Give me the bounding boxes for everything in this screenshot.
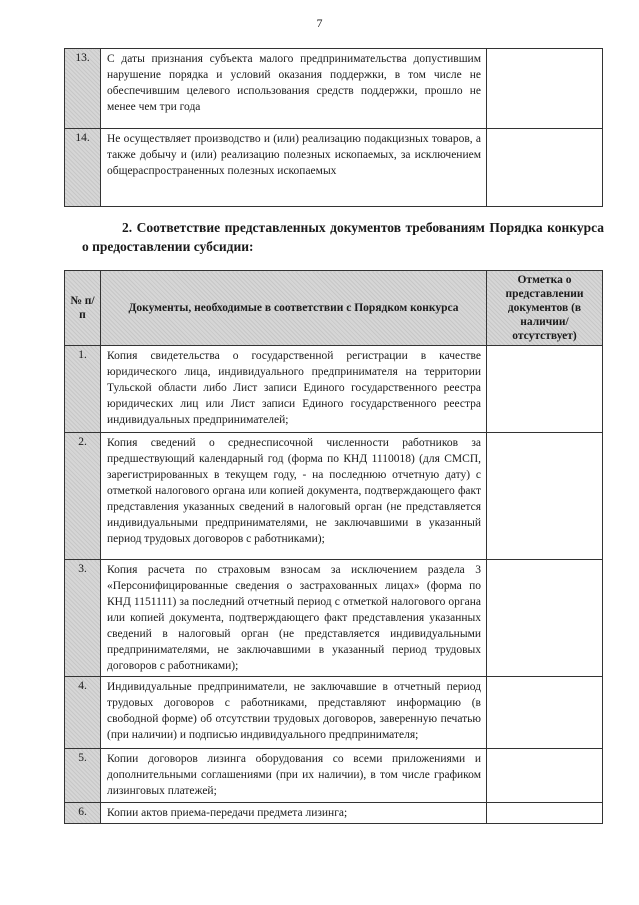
row-number: 14. <box>65 129 101 207</box>
row-text: Не осуществляет производство и (или) реализацию подакцизных товаров, а также добычу и (или) реализацию полезных ископаемых, за исключением общераспространенных полезных ископаемых <box>101 129 487 207</box>
page-number: 7 <box>316 16 323 30</box>
mark-cell[interactable] <box>487 749 603 803</box>
row-text: С даты признания субъекта малого предпринимательства допустившим нарушение порядка и условий оказания поддержки, в том числе не обеспечившим целевого использования средств поддержки, прошло не менее чем три года <box>101 49 487 129</box>
section-title: 2. Соответствие представленных документов требованиям Порядка конкурса о предоставлении субсидии: <box>82 220 604 254</box>
mark-cell[interactable] <box>487 346 603 433</box>
row-number: 5. <box>65 749 101 803</box>
table-row <box>65 433 603 560</box>
table-row <box>65 129 603 207</box>
row-text: Копия свидетельства о государственной регистрации в качестве юридического лица, индивидуального предпринимателя на территории Тульской области либо Лист записи Единого государственного реестра юридических лиц или Лист записи Единого государственного реестра индивидуальных предпринимателей; <box>101 346 487 433</box>
header-num: № п/п <box>65 271 101 346</box>
table-row <box>65 749 603 803</box>
table-row <box>65 49 603 129</box>
row-number: 3. <box>65 560 101 677</box>
row-text: Индивидуальные предприниматели, не заключавшие в отчетный период трудовых договоров с работниками, представляют информацию (в свободной форме) об отсутствии трудовых договоров, заверенную печатью (при наличии) и подписью индивидуального предпринимателя; <box>101 677 487 749</box>
table-row <box>65 560 603 677</box>
mark-cell[interactable] <box>487 129 603 207</box>
table-row <box>65 803 603 824</box>
mark-cell[interactable] <box>487 49 603 129</box>
table-row <box>65 346 603 433</box>
mark-cell[interactable] <box>487 433 603 560</box>
table-row <box>65 677 603 749</box>
row-number: 6. <box>65 803 101 824</box>
header-documents: Документы, необходимые в соответствии с Порядком конкурса <box>101 271 487 346</box>
header-mark: Отметка о представлении документов (в наличии/ отсутствует) <box>487 271 603 346</box>
mark-cell[interactable] <box>487 560 603 677</box>
row-number: 4. <box>65 677 101 749</box>
row-text: Копия расчета по страховым взносам за исключением раздела 3 «Персонифицированные сведения о застрахованных лицах» (форма по КНД 1151111) за последний отчетный период с отметкой налогового органа или копией документа, подтверждающего факт представления указанных сведений в налоговый орган (не представляется индивидуальными предпринимателями, не заключавшими в указанный период трудовых договоров с работниками); <box>101 560 487 677</box>
row-text: Копии актов приема-передачи предмета лизинга; <box>101 803 487 824</box>
row-number: 2. <box>65 433 101 560</box>
row-number: 1. <box>65 346 101 433</box>
mark-cell[interactable] <box>487 677 603 749</box>
table-header-row <box>65 271 603 346</box>
documents-table <box>64 270 603 824</box>
row-text: Копии договоров лизинга оборудования со всеми приложениями и дополнительными соглашениями (при их наличии), в том числе графиком лизинговых платежей; <box>101 749 487 803</box>
row-number: 13. <box>65 49 101 129</box>
criteria-table <box>64 48 603 207</box>
row-text: Копия сведений о среднесписочной численности работников за предшествующий календарный год (форма по КНД 1110018) (для СМСП, зарегистрированных в текущем году, - на последнюю отчетную дату) с отметкой налогового органа или копией документа, подтверждающего факт представления указанных сведений в налоговый орган (не представляется индивидуальными предпринимателями, не заключавшими в указанный период трудовых договоров с работниками); <box>101 433 487 560</box>
mark-cell[interactable] <box>487 803 603 824</box>
